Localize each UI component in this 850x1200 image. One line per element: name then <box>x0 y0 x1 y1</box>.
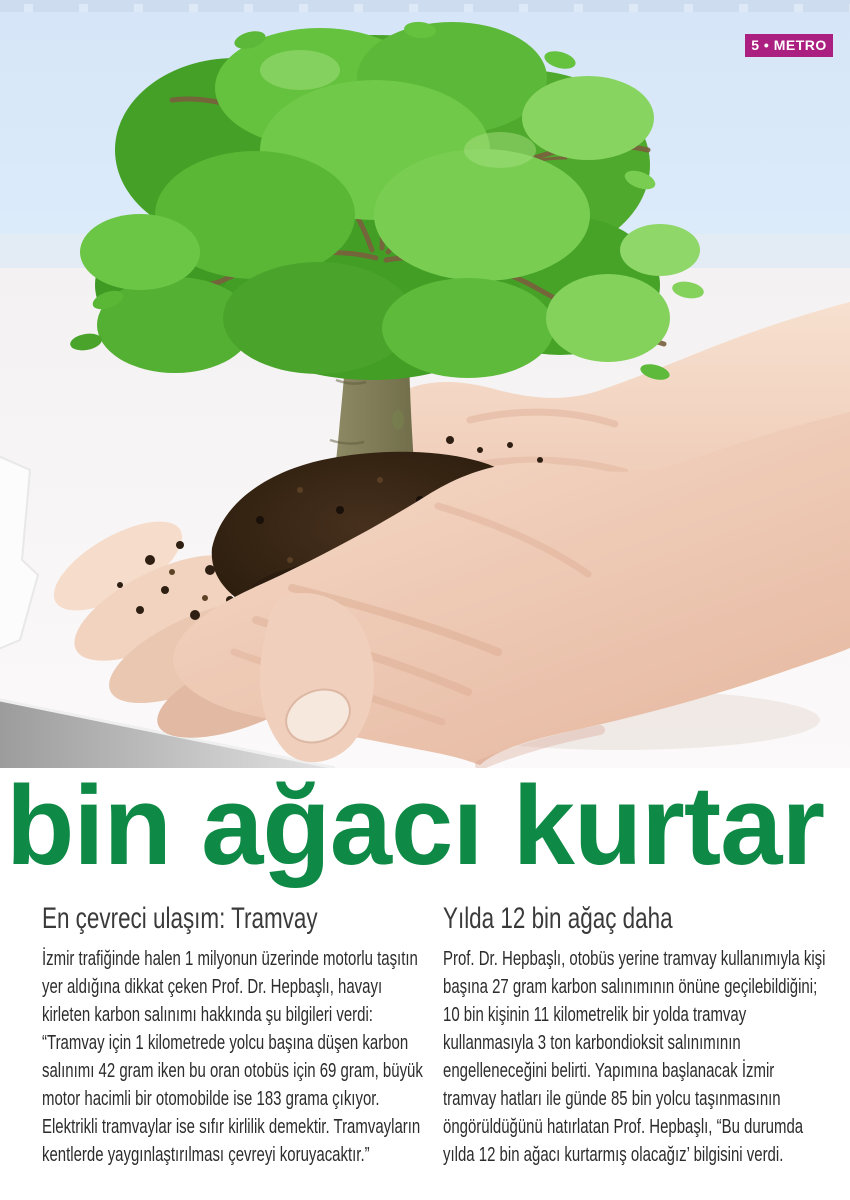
headline: bin ağacı kurtar <box>6 769 825 888</box>
column-body-left: İzmir trafiğinde halen 1 milyonun üzerinde motorlu taşıtın yer aldığına dikkat çeken Prof. Dr. Hepbaşlı, havayı kirleten karbon salınımı hakkında şu bilgileri verdi: “Tramvay için 1 kilometrede yolcu başına düşen karbon salınımı 42 gram iken bu oran otobüs için 69 gram, büyük motor hacimli bir otomobilde ise 183 grama çıkıyor. Elektrikli tramvaylar ise sıfır kirlilik demektir. Tramvayların kentlerde yaygınlaştırılması çevreyi koruyacaktır.” <box>42 948 423 1166</box>
article-column-right-inner <box>443 902 826 1169</box>
page-number-badge: 5 • METRO <box>745 34 833 57</box>
article-column-right <box>443 902 833 1169</box>
column-heading-right: Yılda 12 bin ağaç daha <box>443 902 673 935</box>
column-heading-left: En çevreci ulaşım: Tramvay <box>42 902 318 935</box>
article-column-left-inner <box>42 902 425 1169</box>
column-body-right: Prof. Dr. Hepbaşlı, otobüs yerine tramvay kullanımıyla kişi başına 27 gram karbon salınımının önüne geçilebildiğini; 10 bin kişinin 11 kilometrelik bir yolda tramvay kullanmasıyla 3 ton karbondioksit salınımının engelleneceğini belirti. Yapımına başlanacak İzmir tramvay hatları ile günde 85 bin yolcu taşınmasının öngörüldüğünü hatırlatan Prof. Hepbaşlı, “Bu durumda yılda 12 bin ağacı kurtarmış olacağız’ bilgisini verdi. <box>443 948 826 1166</box>
article-column-left <box>42 902 425 1169</box>
